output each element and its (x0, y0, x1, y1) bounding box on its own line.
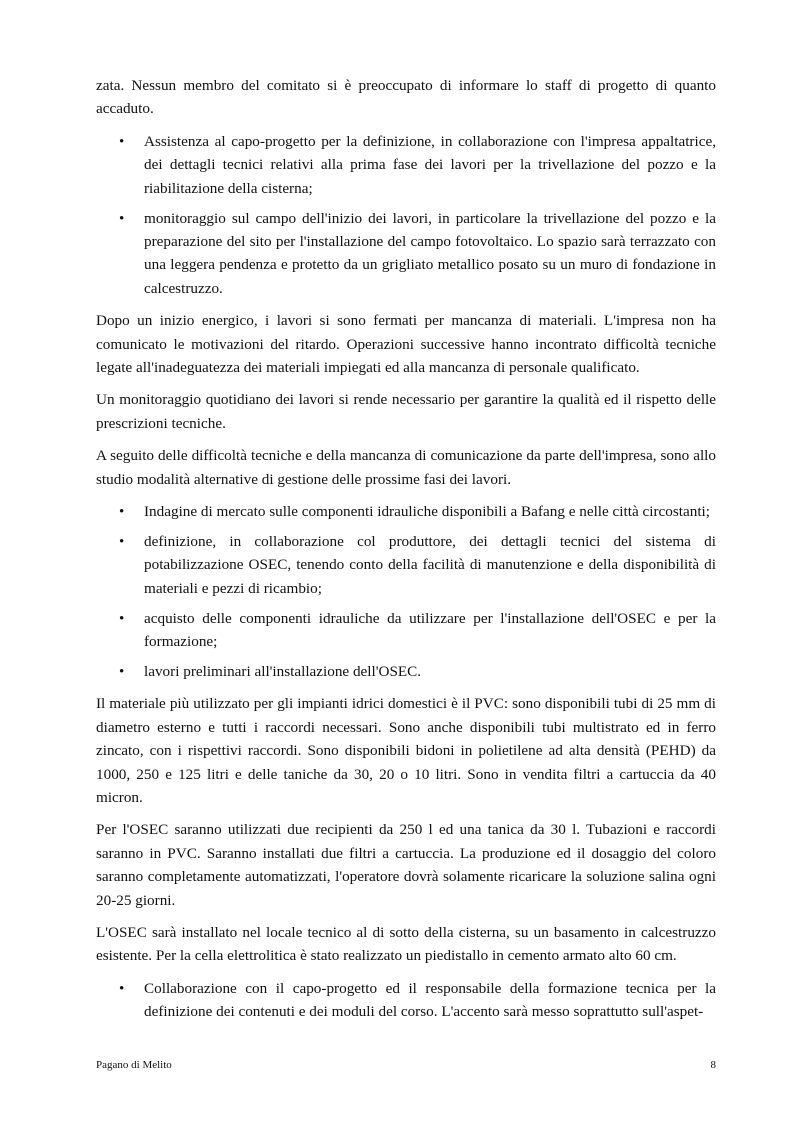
bullet-list-2 (96, 500, 716, 683)
list-item: • lavori preliminari all'installazione dell'OSEC. (96, 660, 716, 683)
paragraph: Dopo un inizio energico, i lavori si sono fermati per mancanza di materiali. L'impresa non ha comunicato le motivazioni del ritardo. Operazioni successive hanno incontrato difficoltà tecniche legate all'inadeguatezza dei materiali impiegati ed alla mancanza di personale qualificato. (96, 312, 716, 376)
paragraph: Un monitoraggio quotidiano dei lavori si rende necessario per garantire la qualità ed il rispetto delle prescrizioni tecniche. (96, 391, 716, 432)
page-body (96, 74, 716, 1033)
paragraph: L'OSEC sarà installato nel locale tecnico al di sotto della cisterna, su un basamento in calcestruzzo esistente. Per la cella elettrolitica è stato realizzato un piedistallo in cemento armato alto 60 cm. (96, 924, 716, 965)
bullet-icon: • (119, 979, 125, 997)
list-item: • monitoraggio sul campo dell'inizio dei lavori, in particolare la trivellazione del pozzo e la preparazione del sito per l'installazione del campo fotovoltaico. Lo spazio sarà terrazzato con una leggera pendenza e protetto da un grigliato metallico posato su un muro di fondazione in calcestruzzo. (96, 207, 716, 301)
bullet-icon: • (119, 209, 125, 227)
list-item: • definizione, in collaborazione col produttore, dei dettagli tecnici del sistema di potabilizzazione OSEC, tenendo conto della facilità di manutenzione e della disponibilità di materiali e pezzi di ricambio; (96, 530, 716, 600)
bullet-icon: • (119, 503, 125, 520)
bullet-icon: • (119, 609, 125, 627)
list-item: • Assistenza al capo-progetto per la definizione, in collaborazione con l'impresa appaltatrice, dei dettagli tecnici relativi alla prima fase dei lavori per la trivellazione del pozzo e la riabilitazione della cisterna; (96, 130, 716, 200)
paragraph: Il materiale più utilizzato per gli impianti idrici domestici è il PVC: sono disponibili tubi di 25 mm di diametro esterno e tutti i raccordi necessari. Sono anche disponibili tubi multistrato ed in ferro zincato, con i rispettivi raccordi. Sono disponibili bidoni in polietilene ad alta densità (PEHD) da 1000, 250 e 125 litri e delle taniche da 30, 20 o 10 litri. Sono in vendita filtri a cartuccia da 40 micron. (96, 695, 716, 806)
paragraph: Per l'OSEC saranno utilizzati due recipienti da 250 l ed una tanica da 30 l. Tubazioni e raccordi saranno in PVC. Saranno installati due filtri a cartuccia. La produzione ed il dosaggio del coloro saranno completamente automatizzati, l'operatore dovrà solamente ricaricare la soluzione salina ogni 20-25 giorni. (96, 821, 716, 909)
page-number: 8 (710, 1059, 716, 1071)
paragraph: zata. Nessun membro del comitato si è preoccupato di informare lo staff di progetto di quanto accaduto. (96, 77, 716, 118)
bullet-icon: • (119, 532, 125, 550)
footer-author: Pagano di Melito (96, 1059, 172, 1071)
bullet-list-1 (96, 130, 716, 300)
list-item: • Indagine di mercato sulle componenti idrauliche disponibili a Bafang e nelle città circostanti; (96, 500, 716, 523)
bullet-list-3 (96, 977, 716, 1024)
list-item: • acquisto delle componenti idrauliche da utilizzare per l'installazione dell'OSEC e per la formazione; (96, 607, 716, 654)
bullet-icon: • (119, 132, 125, 150)
bullet-icon: • (119, 662, 125, 680)
list-item: • Collaborazione con il capo-progetto ed il responsabile della formazione tecnica per la definizione dei contenuti e dei moduli del corso. L'accento sarà messo soprattutto sull'aspet- (96, 977, 716, 1024)
paragraph: A seguito delle difficoltà tecniche e della mancanza di comunicazione da parte dell'impresa, sono allo studio modalità alternative di gestione delle prossime fasi dei lavori. (96, 447, 716, 488)
